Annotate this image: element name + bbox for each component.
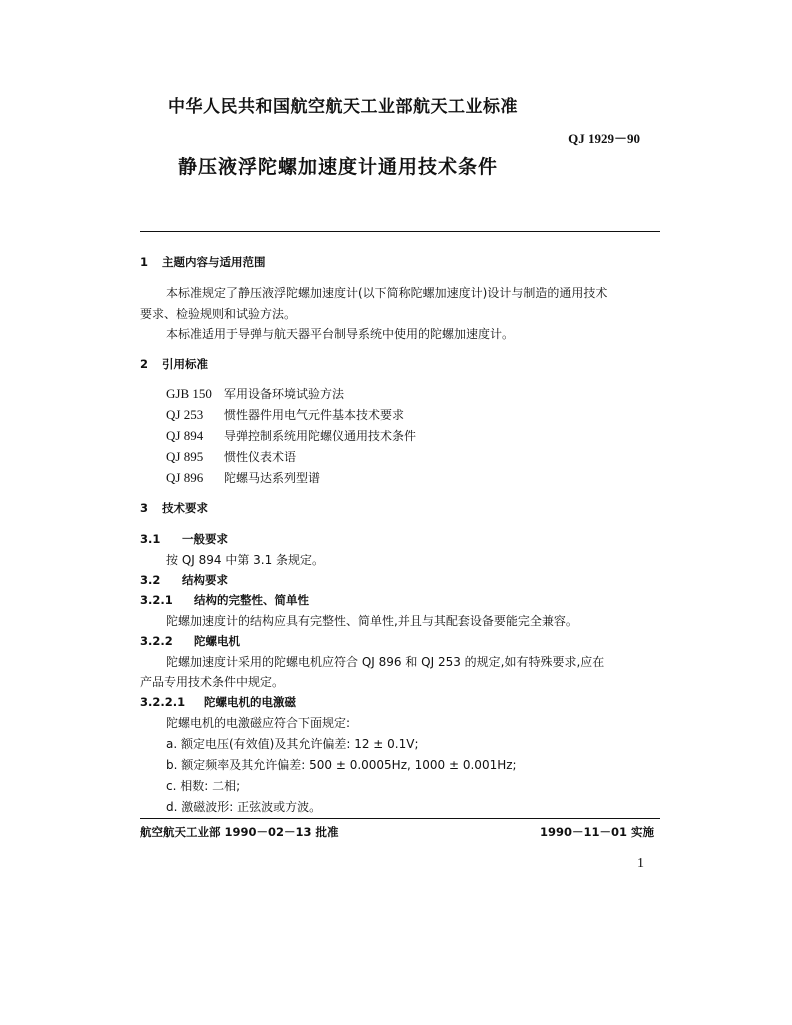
reference-code: GJB 150 bbox=[166, 386, 212, 401]
section-title: 结构要求 bbox=[182, 573, 228, 587]
reference-code: QJ 253 bbox=[166, 407, 204, 422]
list-item: b. 额定频率及其允许偏差: 500 ± 0.0005Hz, 1000 ± 0.001Hz; bbox=[166, 758, 517, 772]
section-number: 3.2 bbox=[140, 573, 161, 587]
section-title: 技术要求 bbox=[162, 501, 208, 515]
implementation-date: 1990－11－01 实施 bbox=[539, 825, 654, 839]
list-item: a. 额定电压(有效值)及其允许偏差: 12 ± 0.1V; bbox=[166, 737, 419, 751]
section-3-2-2-1-intro: 陀螺电机的电激磁应符合下面规定: bbox=[166, 716, 351, 730]
reference-item bbox=[166, 427, 416, 444]
section-number: 1 bbox=[140, 255, 149, 269]
section-title: 引用标准 bbox=[162, 357, 208, 371]
reference-item bbox=[166, 406, 404, 423]
list-item: c. 相数: 二相; bbox=[166, 779, 241, 793]
reference-title: 军用设备环境试验方法 bbox=[224, 387, 345, 401]
section-3-1-text: 按 QJ 894 中第 3.1 条规定。 bbox=[166, 553, 325, 567]
section-3-2-2-1-heading bbox=[140, 694, 296, 710]
section-title: 结构的完整性、简单性 bbox=[194, 593, 309, 607]
section-number: 3.2.2 bbox=[140, 634, 173, 648]
reference-code: QJ 896 bbox=[166, 470, 204, 485]
reference-title: 导弹控制系统用陀螺仪通用技术条件 bbox=[224, 429, 417, 443]
section-number: 3.1 bbox=[140, 532, 161, 546]
section-1-paragraph-1-line-2: 要求、检验规则和试验方法。 bbox=[140, 307, 297, 321]
section-1-paragraph-1-line-1: 本标准规定了静压液浮陀螺加速度计(以下简称陀螺加速度计)设计与制造的通用技术 bbox=[166, 286, 608, 300]
standard-organization: 中华人民共和国航空航天工业部航天工业标准 bbox=[168, 97, 518, 117]
footer-divider bbox=[140, 818, 660, 819]
list-item: d. 激磁波形: 正弦波或方波。 bbox=[166, 800, 322, 814]
header-divider bbox=[140, 231, 660, 232]
section-number: 3 bbox=[140, 501, 149, 515]
page-number: 1 bbox=[637, 856, 644, 871]
document-title: 静压液浮陀螺加速度计通用技术条件 bbox=[178, 156, 499, 178]
section-3-heading bbox=[140, 500, 208, 516]
section-3-2-1-heading bbox=[140, 592, 309, 608]
section-3-2-2-heading bbox=[140, 633, 240, 649]
section-title: 陀螺电机的电激磁 bbox=[204, 695, 296, 709]
standard-code: QJ 1929－90 bbox=[568, 131, 640, 146]
section-3-2-heading bbox=[140, 572, 228, 588]
section-3-2-2-text-line-1: 陀螺加速度计采用的陀螺电机应符合 QJ 896 和 QJ 253 的规定,如有特殊要求,应在 bbox=[166, 655, 605, 669]
reference-item bbox=[166, 469, 320, 486]
reference-code: QJ 895 bbox=[166, 449, 204, 464]
section-1-paragraph-2: 本标准适用于导弹与航天器平台制导系统中使用的陀螺加速度计。 bbox=[166, 327, 515, 341]
section-number: 3.2.1 bbox=[140, 593, 173, 607]
section-title: 陀螺电机 bbox=[194, 634, 240, 648]
reference-title: 陀螺马达系列型谱 bbox=[224, 471, 321, 485]
approval-date: 航空航天工业部 1990－02－13 批准 bbox=[140, 825, 339, 839]
section-3-2-1-text: 陀螺加速度计的结构应具有完整性、简单性,并且与其配套设备要能完全兼容。 bbox=[166, 614, 578, 628]
reference-item bbox=[166, 448, 296, 465]
section-title: 主题内容与适用范围 bbox=[162, 255, 266, 269]
section-number: 3.2.2.1 bbox=[140, 695, 186, 709]
reference-title: 惯性器件用电气元件基本技术要求 bbox=[224, 408, 405, 422]
reference-code: QJ 894 bbox=[166, 428, 204, 443]
reference-title: 惯性仪表术语 bbox=[224, 450, 297, 464]
section-1-heading bbox=[140, 254, 266, 270]
section-number: 2 bbox=[140, 357, 149, 371]
reference-item bbox=[166, 385, 344, 402]
section-3-2-2-text-line-2: 产品专用技术条件中规定。 bbox=[140, 675, 285, 689]
section-3-1-heading bbox=[140, 531, 228, 547]
section-2-heading bbox=[140, 356, 208, 372]
section-title: 一般要求 bbox=[182, 532, 228, 546]
